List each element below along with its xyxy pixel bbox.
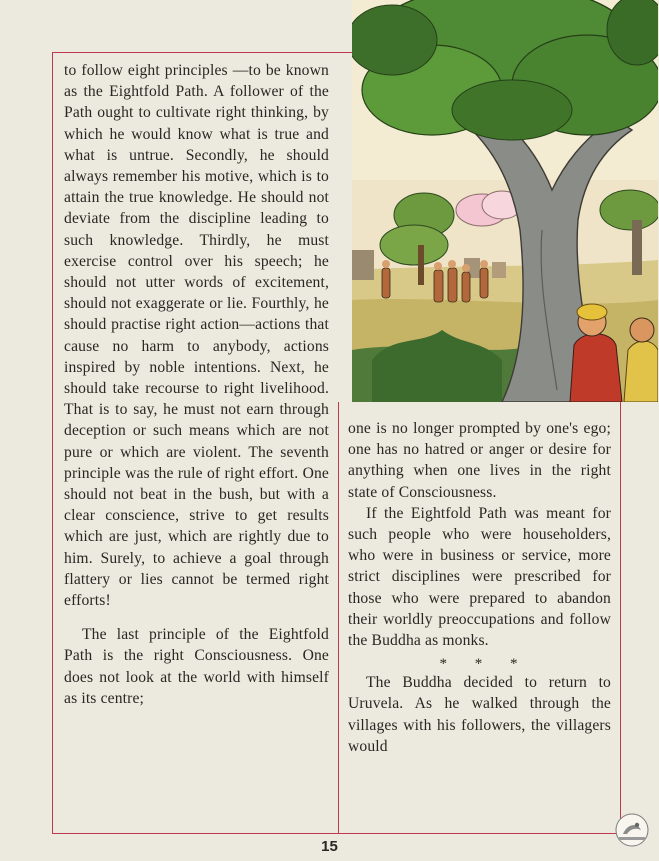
right-text-column: [348, 418, 611, 757]
frame-middle-line: [338, 402, 339, 834]
frame-top-line: [52, 52, 352, 53]
left-paragraph-2: The last principle of the Eightfold Path is the right Consciousness. One does not look at the world with himself as its centre;: [64, 626, 329, 707]
frame-bottom-line: [52, 833, 622, 834]
frame-left-line: [52, 52, 53, 834]
section-separator: * * *: [439, 656, 530, 673]
publisher-logo-icon: [613, 812, 651, 848]
left-paragraph-1: to follow eight principles —to be known as the Eightfold Path. A follower of the Path ought to cultivate right thinking, by which he would know what is true and what is untrue. Secondly, he should always remember his motive, which is to attain the true knowledge. He should not deviate from the discipline leading to such knowledge. Thirdly, he must exercise control over his speech; he should not utter words of excitement, should not exaggerate or lie. Fourthly, he should practise right action—actions that cause no harm to anybody, actions inspired by noble intentions. Next, he should take recourse to right livelihood. That is to say, he must not earn through deception or such means which are not pure or which are violent. The seventh principle was the rule of right effort. One should not beat in the bush, but with a clear conscience, strive to get results which are just, which are rightly due to him. Surely, to achieve a goal through flattery or lies cannot be termed right efforts!: [64, 62, 329, 610]
tree-and-villagers-illustration: [352, 0, 658, 402]
right-paragraph-1: one is no longer prompted by one's ego; one has no hatred or anger or desire for anything when one lives in the right state of Consciousness.: [348, 420, 611, 501]
frame-right-line: [620, 402, 621, 834]
page-number: 15: [321, 838, 338, 855]
right-paragraph-2: If the Eightfold Path was meant for such people who were householders, who were in business or service, more strict disciplines were prescribed for those who were prepared to abandon their worldly preoccupations and follow the Buddha as monks.: [348, 504, 611, 650]
left-text-column: [64, 60, 329, 709]
right-paragraph-3: The Buddha decided to return to Uruvela. As he walked through the villages with his followers, the villagers would: [348, 674, 611, 755]
